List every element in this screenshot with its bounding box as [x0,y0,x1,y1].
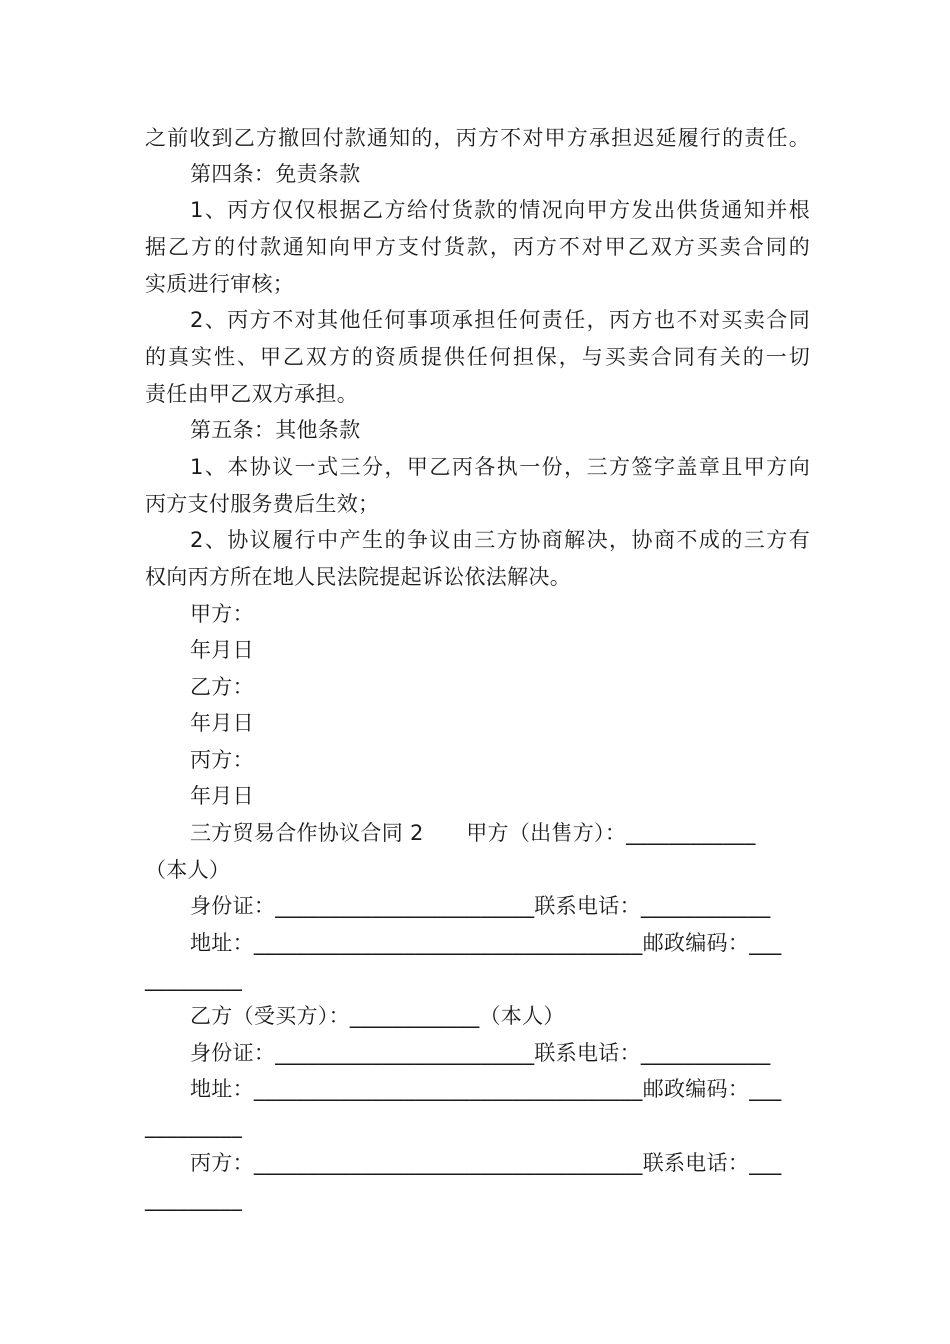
paragraph-line: 之前收到乙方撤回付款通知的，丙方不对甲方承担迟延履行的责任。 [145,126,810,150]
signature-label: 甲方： [190,602,254,626]
form-line: _________ [145,1187,243,1211]
section-heading: 第五条：其他条款 [190,418,361,442]
paragraph-line: 2、协议履行中产生的争议由三方协商解决，协商不成的三方有 [190,528,810,552]
contract-title-line: 三方贸易合作协议合同 2 甲方（出售方）：____________ [190,821,756,845]
signature-label: 丙方： [190,748,254,772]
form-line: 地址：____________________________________邮政编码：___ [190,1077,782,1101]
paragraph-line: 1、本协议一式三分，甲乙丙各执一份，三方签字盖章且甲方向 [190,455,810,479]
form-line: （本人） [145,858,231,882]
paragraph-line: 2、丙方不对其他任何事项承担任何责任，丙方也不对买卖合同 [190,308,810,332]
paragraph-line: 据乙方的付款通知向甲方支付货款，丙方不对甲乙双方买卖合同的 [145,235,810,259]
form-line: 身份证：________________________联系电话：____________ [190,894,771,918]
paragraph-line: 的真实性、甲乙双方的资质提供任何担保，与买卖合同有关的一切 [145,345,810,369]
paragraph-line: 丙方支付服务费后生效； [145,492,380,516]
date-label: 年月日 [190,638,254,662]
paragraph-line: 实质进行审核； [145,272,295,296]
signature-label: 乙方： [190,675,254,699]
form-line: _________ [145,967,243,991]
form-line: 身份证：________________________联系电话：____________ [190,1041,771,1065]
date-label: 年月日 [190,784,254,808]
paragraph-line: 1、丙方仅仅根据乙方给付货款的情况向甲方发出供货通知并根 [190,198,810,222]
form-line: _________ [145,1114,243,1138]
form-line: 乙方（受买方）：____________（本人） [190,1004,565,1028]
date-label: 年月日 [190,711,254,735]
section-heading: 第四条：免责条款 [190,162,361,186]
form-line: 地址：____________________________________邮政编码：___ [190,931,782,955]
paragraph-line: 权向丙方所在地人民法院提起诉讼依法解决。 [145,565,571,589]
paragraph-line: 责任由甲乙双方承担。 [145,382,358,406]
form-line: 丙方：____________________________________联系电话：___ [190,1151,782,1175]
